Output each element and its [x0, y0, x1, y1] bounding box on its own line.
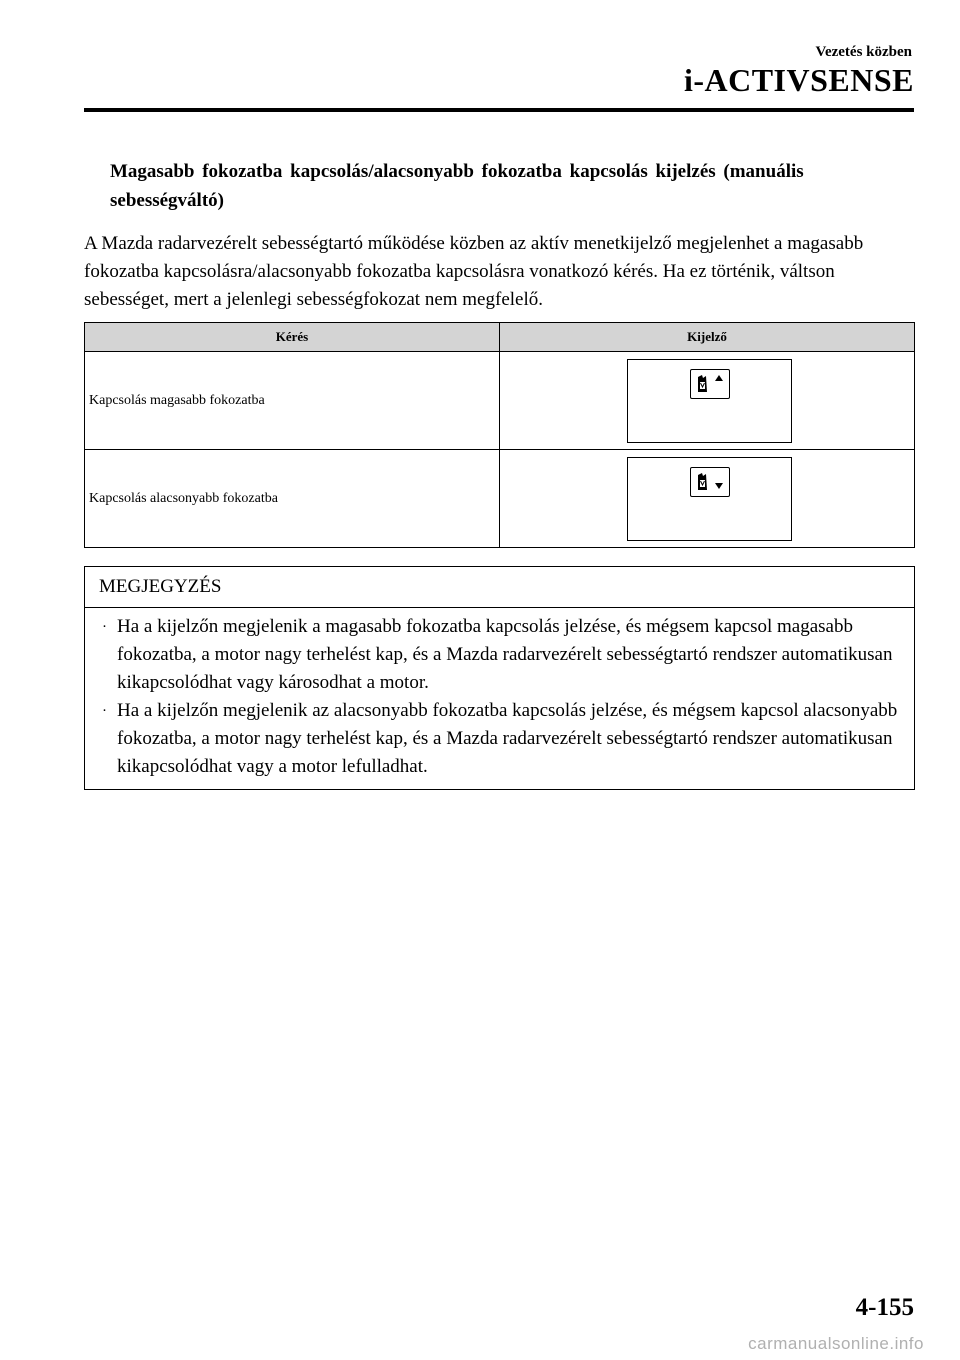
display-screen [627, 359, 792, 443]
request-cell-shift-up: Kapcsolás magasabb fokozatba [85, 352, 500, 450]
list-item [99, 697, 904, 781]
list-item [99, 613, 904, 697]
table-header-row [85, 323, 915, 352]
display-cell-shift-up [500, 352, 915, 450]
column-header-request: Kérés [85, 323, 500, 352]
watermark: carmanualsonline.info [748, 1334, 924, 1353]
chapter-subtitle: Vezetés közben [815, 44, 912, 60]
table-row [85, 450, 915, 548]
shift-up-indicator-icon [690, 369, 730, 399]
page-number: 4-155 [855, 1294, 914, 1321]
shift-down-indicator-icon [690, 467, 730, 497]
bullet-icon: · [102, 703, 107, 719]
note-box [84, 566, 915, 790]
display-screen [627, 457, 792, 541]
note-item-text: Ha a kijelzőn megjelenik az alacsonyabb fokozatba kapcsolás jelzése, és mégsem kapcsol alacsonyabb fokozatba, a motor nagy terhelést kap, és a Mazda radarvezérelt sebességtartó rendszer automatikusan kikapcsolódhat vagy a motor lefulladhat. [117, 700, 898, 777]
request-display-table [84, 322, 915, 548]
chapter-title: i-ACTIVSENSE [683, 62, 914, 98]
note-list [85, 608, 914, 789]
note-item-text: Ha a kijelzőn megjelenik a magasabb fokozatba kapcsolás jelzése, és mégsem kapcsol magasabb fokozatba, a motor nagy terhelést kap, és a Mazda radarvezérelt sebességtartó rendszer automatikusan kikapcsolódhat vagy károsodhat a motor. [117, 616, 893, 693]
note-title: MEGJEGYZÉS [85, 567, 914, 608]
bullet-icon: · [102, 619, 107, 635]
table-row [85, 352, 915, 450]
section-heading: Magasabb fokozatba kapcsolás/alacsonyabb fokozatba kapcsolás kijelzés (manuális sebességváltó) [110, 161, 804, 211]
header-divider [84, 108, 914, 112]
display-cell-shift-down [500, 450, 915, 548]
intro-paragraph: A Mazda radarvezérelt sebességtartó működése közben az aktív menetkijelző megjelenhet a magasabb fokozatba kapcsolásra/alacsonyabb fokozatba kapcsolásra vonatkozó kérés. Ha ez történik, váltson sebességet, mert a jelenlegi sebességfokozat nem megfelelő. [84, 233, 864, 310]
column-header-display: Kijelző [500, 323, 915, 352]
request-cell-shift-down: Kapcsolás alacsonyabb fokozatba [85, 450, 500, 548]
